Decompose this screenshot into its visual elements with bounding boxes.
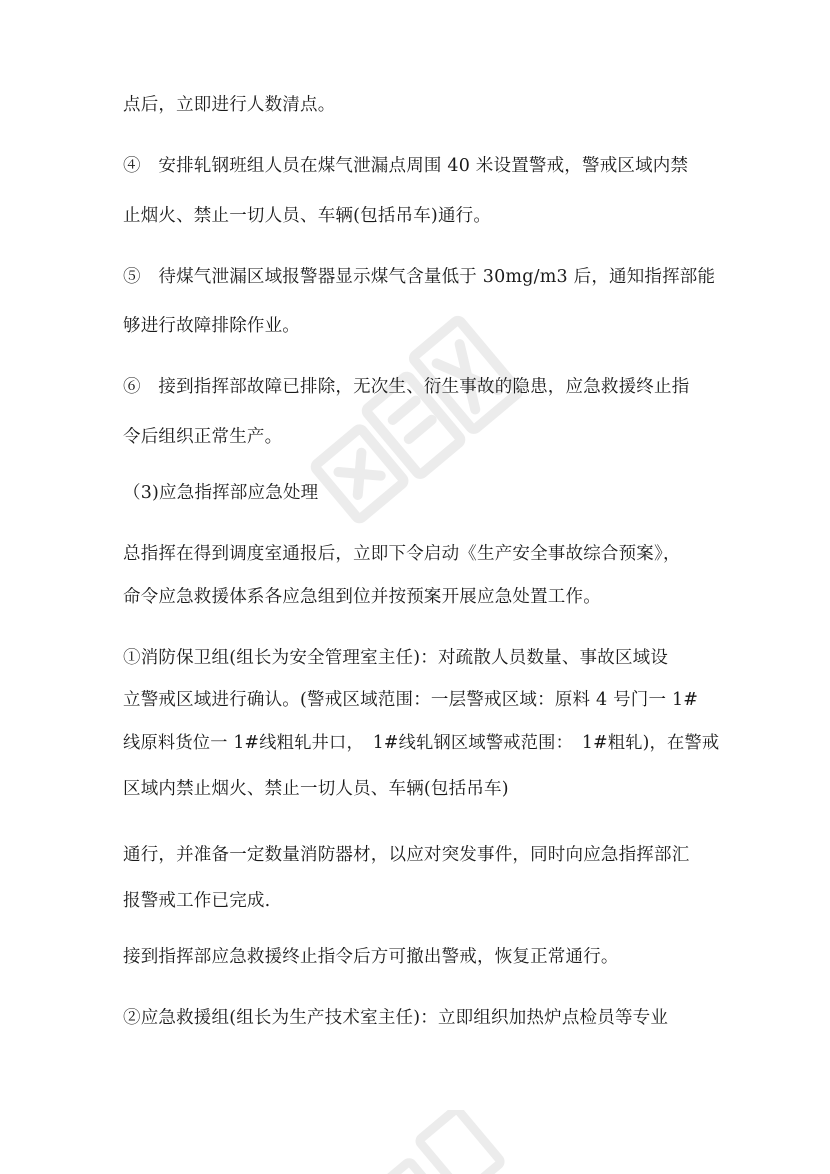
text-line-4: ⑤ 待煤气泄漏区域报警器显示煤气含量低于 30mg/m3 后，通知指挥部能 <box>123 267 716 287</box>
text-line-11: ①消防保卫组(组长为安全管理室主任)：对疏散人员数量、事故区域设 <box>123 648 669 668</box>
section-heading: （3)应急指挥部应急处理 <box>123 483 319 503</box>
text-line-18: ②应急救援组(组长为生产技术室主任)：立即组织加热炉点检员等专业 <box>123 1008 669 1028</box>
text-line-10: 命令应急救援体系各应急组到位并按预案开展应急处置工作。 <box>123 587 601 607</box>
text-line-15: 通行，并准备一定数量消防器材，以应对突发事件，同时向应急指挥部汇 <box>123 845 690 865</box>
text-line-17: 接到指挥部应急救援终止指令后方可撤出警戒，恢复正常通行。 <box>123 947 619 967</box>
text-line-12: 立警戒区域进行确认。(警戒区域范围：一层警戒区域：原料 4 号门一 1# <box>123 690 699 710</box>
text-line-6: ⑥ 接到指挥部故障已排除，无次生、衍生事故的隐患，应急救援终止指 <box>123 377 690 397</box>
text-line-14: 区域内禁止烟火、禁止一切人员、车辆(包括吊车) <box>123 779 509 799</box>
watermark-fragment-icon <box>330 1110 530 1174</box>
text-line-5: 够进行故障排除作业。 <box>123 316 300 336</box>
text-line-7: 令后组织正常生产。 <box>123 427 283 447</box>
text-line-13: 线原料货位一 1#线粗轧井口， 1#线轧钢区域警戒范围： 1#粗轧)，在警戒 <box>123 733 720 753</box>
text-line-1: 点后，立即进行人数清点。 <box>123 95 336 115</box>
text-line-3: 止烟火、禁止一切人员、车辆(包括吊车)通行。 <box>123 206 492 226</box>
text-line-2: ④ 安排轧钢班组人员在煤气泄漏点周围 40 米设置警戒，警戒区域内禁 <box>123 156 689 176</box>
text-line-16: 报警戒工作已完成. <box>123 891 271 911</box>
text-line-9: 总指挥在得到调度室通报后，立即下令启动《生产安全事故综合预案》， <box>123 544 681 564</box>
